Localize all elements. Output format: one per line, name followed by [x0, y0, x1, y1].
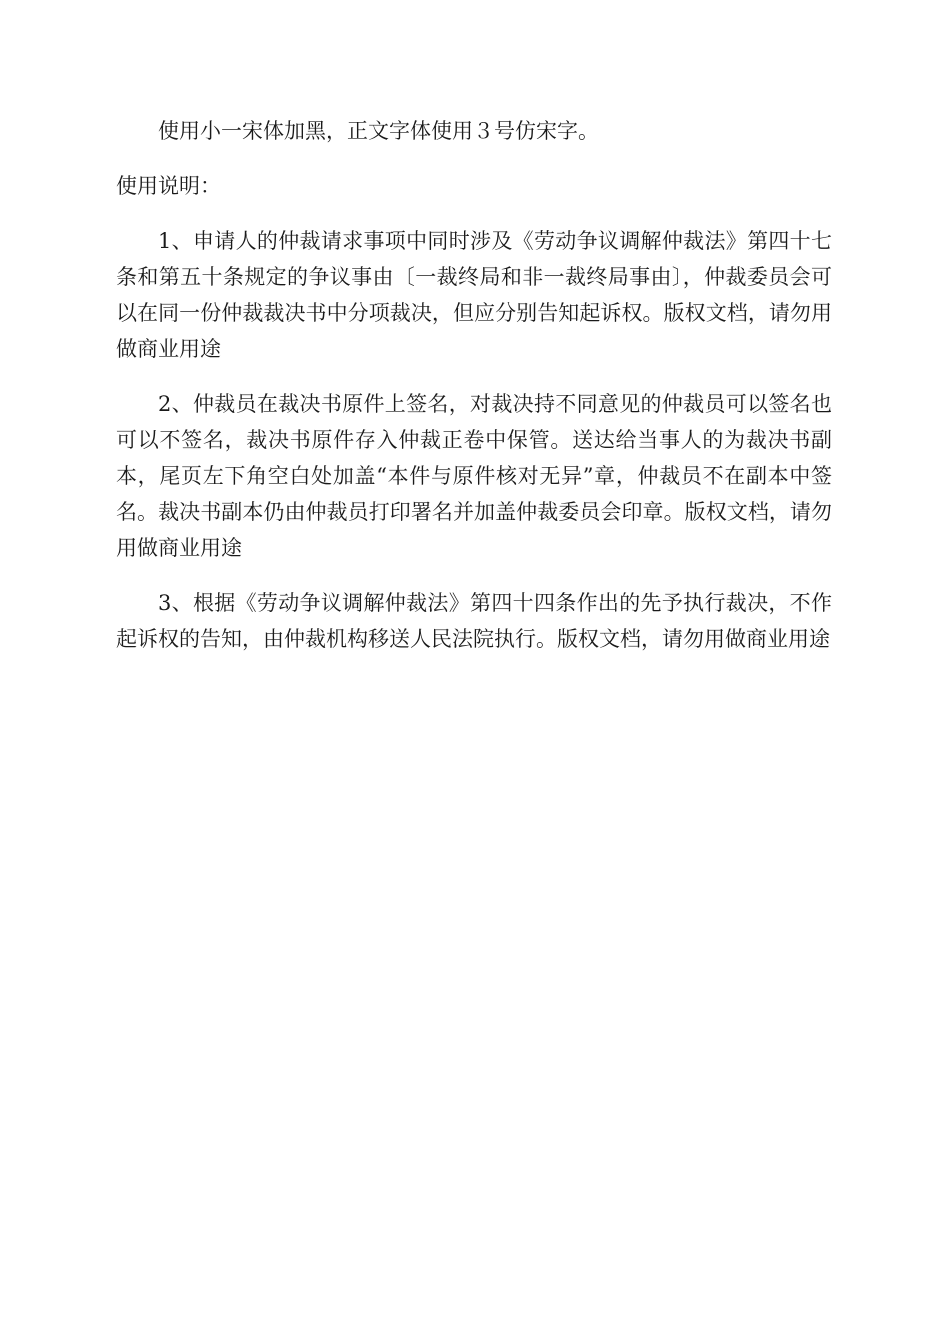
document-body [116, 113, 832, 676]
intro-line: 使用小一宋体加黑，正文字体使用３号仿宋字。 [158, 119, 599, 143]
instructions-heading: 使用说明： [116, 174, 221, 198]
instruction-item-1: 1、申请人的仲裁请求事项中同时涉及《劳动争议调解仲裁法》第四十七条和第五十条规定的争议事由〔一裁终局和非一裁终局事由〕，仲裁委员会可以在同一份仲裁裁决书中分项裁决，但应分别告知起诉权。版权文档，请勿用做商业用途 [116, 229, 832, 361]
instruction-item-3: 3、根据《劳动争议调解仲裁法》第四十四条作出的先予执行裁决，不作起诉权的告知，由仲裁机构移送人民法院执行。版权文档，请勿用做商业用途 [116, 591, 832, 651]
instruction-item-2: 2、仲裁员在裁决书原件上签名，对裁决持不同意见的仲裁员可以签名也可以不签名，裁决书原件存入仲裁正卷中保管。送达给当事人的为裁决书副本，尾页左下角空白处加盖“本件与原件核对无异”章，仲裁员不在副本中签名。裁决书副本仍由仲裁员打印署名并加盖仲裁委员会印章。版权文档，请勿用做商业用途 [116, 392, 832, 560]
